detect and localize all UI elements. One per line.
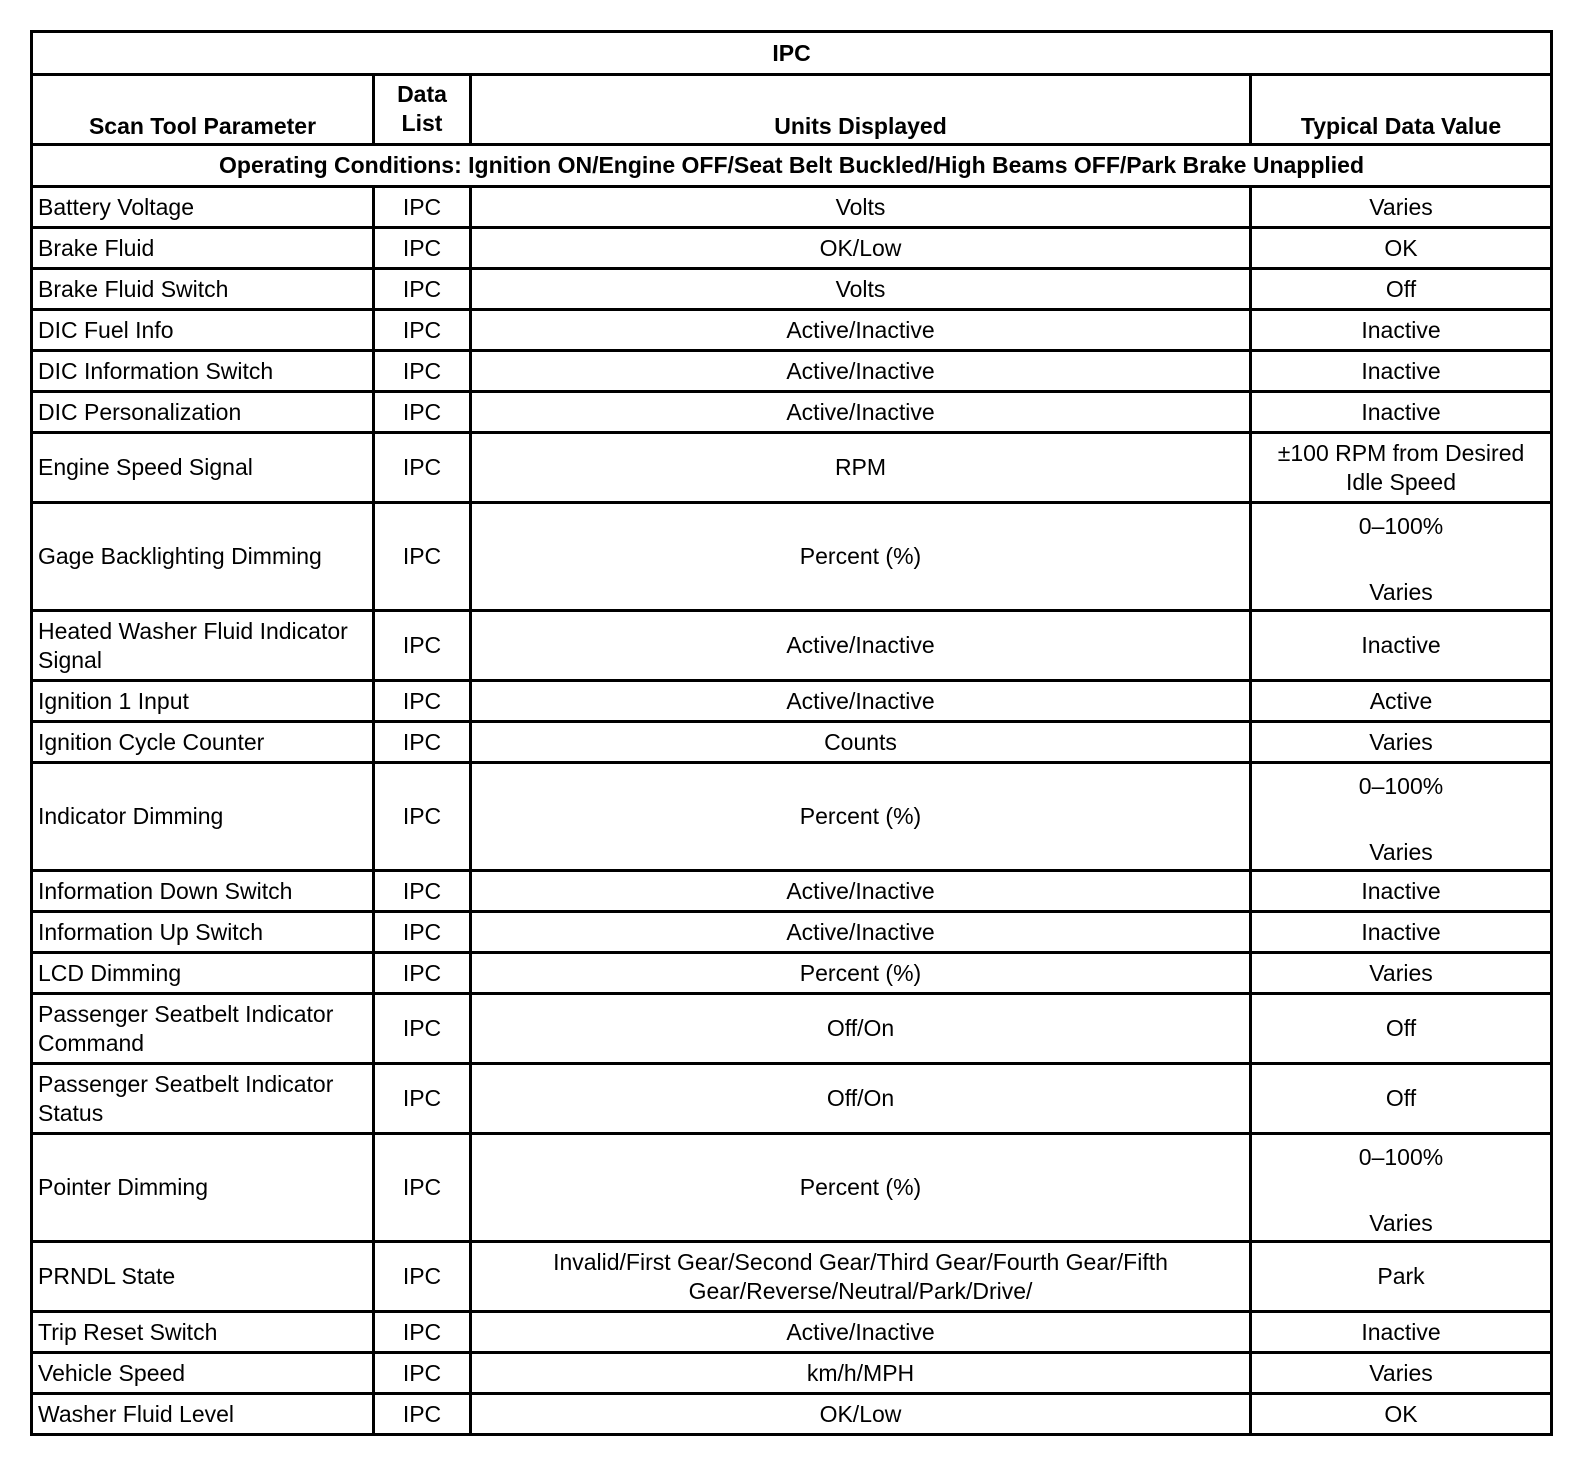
cell-parameter: DIC Information Switch: [32, 351, 374, 392]
header-units-displayed: Units Displayed: [471, 75, 1251, 145]
cell-units: Off/On: [471, 994, 1251, 1064]
cell-data-list: IPC: [374, 187, 471, 228]
table-row: [32, 1312, 1552, 1353]
cell-parameter: Brake Fluid Switch: [32, 269, 374, 310]
cell-typical-value: OK: [1251, 228, 1552, 269]
cell-parameter: Ignition 1 Input: [32, 681, 374, 722]
cell-typical-value: Park: [1251, 1242, 1552, 1312]
cell-units: Off/On: [471, 1064, 1251, 1134]
cell-typical-value: Off: [1251, 994, 1552, 1064]
cell-data-list: IPC: [374, 351, 471, 392]
cell-typical-value: Inactive: [1251, 611, 1552, 681]
cell-typical-value: [1251, 763, 1552, 871]
table-row: [32, 994, 1552, 1064]
table-row: [32, 722, 1552, 763]
cell-parameter: Information Up Switch: [32, 912, 374, 953]
table-row: [32, 912, 1552, 953]
cell-units: OK/Low: [471, 228, 1251, 269]
typical-note: Varies: [1369, 839, 1433, 865]
header-data-list: [374, 75, 471, 145]
table-row: [32, 611, 1552, 681]
cell-data-list: IPC: [374, 1064, 471, 1134]
cell-typical-value: Varies: [1251, 1353, 1552, 1394]
cell-typical-value: OK: [1251, 1394, 1552, 1435]
header-data-list-line1: Data: [397, 80, 447, 107]
table-row: [32, 1242, 1552, 1312]
cell-data-list: IPC: [374, 503, 471, 611]
cell-parameter: Passenger Seatbelt Indicator Command: [32, 994, 374, 1064]
header-scan-tool-parameter: Scan Tool Parameter: [32, 75, 374, 145]
cell-data-list: IPC: [374, 912, 471, 953]
cell-units: Active/Inactive: [471, 1312, 1251, 1353]
cell-typical-value: [1251, 503, 1552, 611]
cell-units: Invalid/First Gear/Second Gear/Third Gear/Fourth Gear/Fifth Gear/Reverse/Neutral/Park/Drive/: [471, 1242, 1251, 1312]
table-row: [32, 763, 1552, 871]
cell-units: OK/Low: [471, 1394, 1251, 1435]
cell-parameter: Washer Fluid Level: [32, 1394, 374, 1435]
cell-typical-value: ±100 RPM from Desired Idle Speed: [1251, 433, 1552, 503]
cell-units: Percent (%): [471, 503, 1251, 611]
cell-typical-value: Inactive: [1251, 912, 1552, 953]
table-row: [32, 392, 1552, 433]
cell-data-list: IPC: [374, 871, 471, 912]
cell-data-list: IPC: [374, 722, 471, 763]
cell-typical-value: Active: [1251, 681, 1552, 722]
cell-data-list: IPC: [374, 1394, 471, 1435]
cell-parameter: LCD Dimming: [32, 953, 374, 994]
cell-data-list: IPC: [374, 392, 471, 433]
typical-range: 0–100%: [1358, 1144, 1444, 1170]
table-row: [32, 433, 1552, 503]
table-row: [32, 503, 1552, 611]
cell-parameter: Information Down Switch: [32, 871, 374, 912]
cell-typical-value: Inactive: [1251, 1312, 1552, 1353]
cell-units: Active/Inactive: [471, 912, 1251, 953]
cell-typical-value: [1251, 1134, 1552, 1242]
table-row: [32, 1134, 1552, 1242]
cell-units: Percent (%): [471, 763, 1251, 871]
cell-parameter: Passenger Seatbelt Indicator Status: [32, 1064, 374, 1134]
cell-parameter: Heated Washer Fluid Indicator Signal: [32, 611, 374, 681]
ipc-data-table: [30, 30, 1553, 1436]
header-data-list-line2: List: [401, 109, 443, 136]
typical-note: Varies: [1369, 579, 1433, 605]
cell-units: Active/Inactive: [471, 611, 1251, 681]
cell-parameter: Battery Voltage: [32, 187, 374, 228]
cell-parameter: PRNDL State: [32, 1242, 374, 1312]
cell-units: Active/Inactive: [471, 392, 1251, 433]
cell-typical-value: Varies: [1251, 953, 1552, 994]
cell-data-list: IPC: [374, 994, 471, 1064]
table-row: [32, 871, 1552, 912]
cell-data-list: IPC: [374, 611, 471, 681]
cell-units: Volts: [471, 269, 1251, 310]
cell-data-list: IPC: [374, 310, 471, 351]
cell-data-list: IPC: [374, 763, 471, 871]
table-row: [32, 351, 1552, 392]
cell-units: Counts: [471, 722, 1251, 763]
cell-units: Volts: [471, 187, 1251, 228]
table-row: [32, 1353, 1552, 1394]
cell-parameter: DIC Personalization: [32, 392, 374, 433]
cell-data-list: IPC: [374, 1134, 471, 1242]
typical-range: 0–100%: [1358, 513, 1444, 539]
cell-typical-value: Inactive: [1251, 392, 1552, 433]
cell-parameter: Gage Backlighting Dimming: [32, 503, 374, 611]
table-row: [32, 187, 1552, 228]
cell-parameter: Trip Reset Switch: [32, 1312, 374, 1353]
cell-units: RPM: [471, 433, 1251, 503]
cell-typical-value: Varies: [1251, 722, 1552, 763]
cell-parameter: Pointer Dimming: [32, 1134, 374, 1242]
cell-typical-value: Off: [1251, 1064, 1552, 1134]
cell-units: Active/Inactive: [471, 351, 1251, 392]
cell-parameter: Indicator Dimming: [32, 763, 374, 871]
table-row: [32, 310, 1552, 351]
header-row: [32, 75, 1552, 145]
table-title-row: [32, 32, 1552, 75]
cell-data-list: IPC: [374, 228, 471, 269]
table-row: [32, 681, 1552, 722]
table-row: [32, 953, 1552, 994]
table-row: [32, 228, 1552, 269]
cell-data-list: IPC: [374, 1242, 471, 1312]
cell-units: Percent (%): [471, 1134, 1251, 1242]
cell-data-list: IPC: [374, 269, 471, 310]
cell-typical-value: Varies: [1251, 187, 1552, 228]
cell-data-list: IPC: [374, 681, 471, 722]
cell-data-list: IPC: [374, 953, 471, 994]
cell-typical-value: Off: [1251, 269, 1552, 310]
cell-data-list: IPC: [374, 433, 471, 503]
cell-parameter: Engine Speed Signal: [32, 433, 374, 503]
cell-units: Percent (%): [471, 953, 1251, 994]
cell-typical-value: Inactive: [1251, 310, 1552, 351]
cell-units: Active/Inactive: [471, 310, 1251, 351]
cell-units: km/h/MPH: [471, 1353, 1251, 1394]
cell-data-list: IPC: [374, 1312, 471, 1353]
cell-data-list: IPC: [374, 1353, 471, 1394]
cell-units: Active/Inactive: [471, 871, 1251, 912]
cell-parameter: Ignition Cycle Counter: [32, 722, 374, 763]
cell-parameter: Vehicle Speed: [32, 1353, 374, 1394]
operating-conditions: Operating Conditions: Ignition ON/Engine OFF/Seat Belt Buckled/High Beams OFF/Park Brake Unapplied: [32, 145, 1552, 187]
cell-parameter: DIC Fuel Info: [32, 310, 374, 351]
cell-units: Active/Inactive: [471, 681, 1251, 722]
operating-conditions-row: [32, 145, 1552, 187]
table-row: [32, 269, 1552, 310]
table-row: [32, 1394, 1552, 1435]
typical-note: Varies: [1369, 1210, 1433, 1236]
cell-typical-value: Inactive: [1251, 871, 1552, 912]
table-title: IPC: [32, 32, 1552, 75]
cell-parameter: Brake Fluid: [32, 228, 374, 269]
cell-typical-value: Inactive: [1251, 351, 1552, 392]
table-row: [32, 1064, 1552, 1134]
typical-range: 0–100%: [1358, 773, 1444, 799]
header-typical-data-value: Typical Data Value: [1251, 75, 1552, 145]
